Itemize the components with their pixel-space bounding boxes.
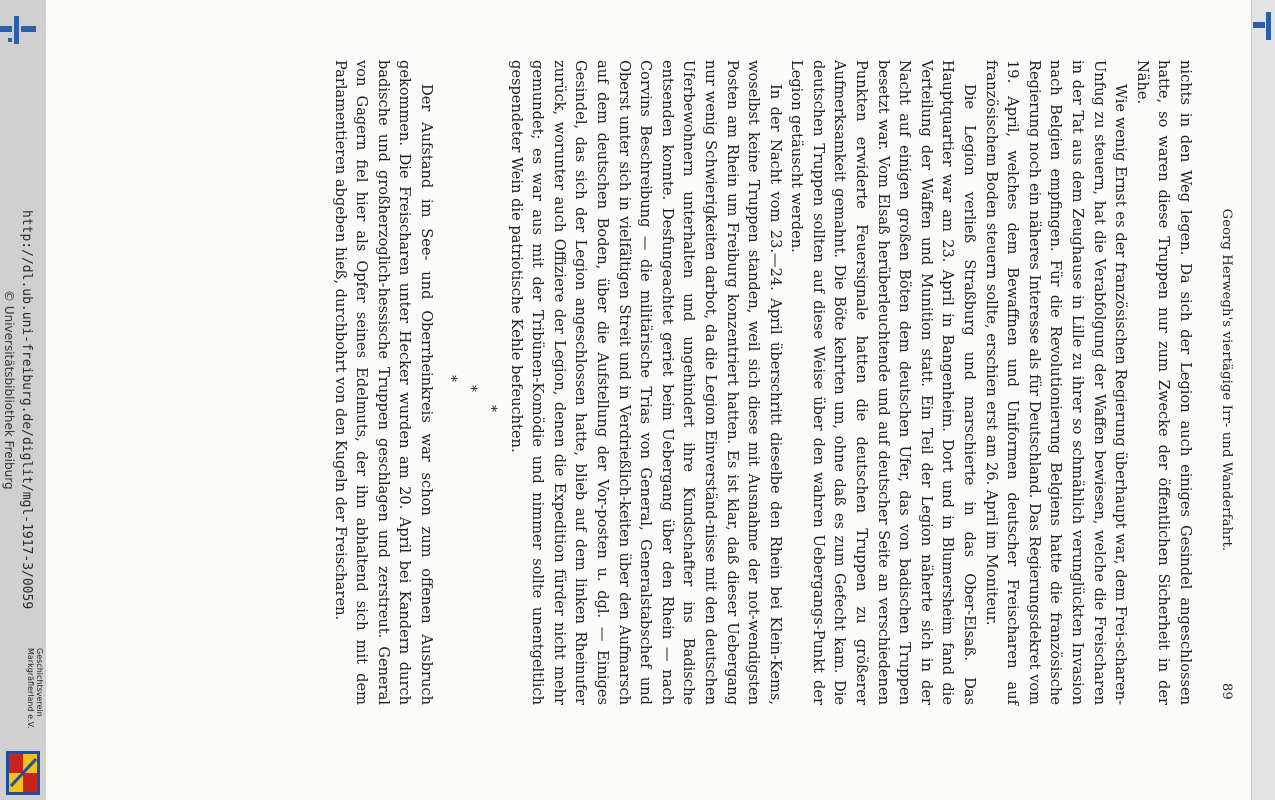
divider-star: * (463, 385, 479, 392)
document-url-link[interactable]: http://dl.ub.uni-freiburg.de/diglit/mgl-1917-3/0059 (19, 210, 34, 610)
divider-star: * (483, 405, 499, 412)
copyright-text: © Universitätsbibliothek Freiburg (2, 290, 16, 490)
body-text (329, 60, 1196, 705)
page-content-rotated (46, 0, 1251, 800)
running-title: Georg Herwegh's viertägige Irr- und Wanderfahrt. (1219, 208, 1234, 552)
university-library-logo-icon (1253, 8, 1273, 48)
coat-of-arms-icon (6, 751, 40, 795)
page-number: 89 (1219, 683, 1234, 700)
section-divider (437, 60, 505, 705)
divider-star: * (443, 375, 459, 382)
paragraph: Wie wenig Ernst es der französischen Regierung überhaupt war, dem Frei-scharen-Unfug zu steuern, hat die Verabfolgung der Waffen bewiesen, welche die Freischaren in der Tat aus dem Zeughause in Lille zu ihrer so schmählich verunglückten Invasion nach Belgien empfingen. Für die Revolutionierung Belgiens hatte die französische Regierung noch ein näheres Interesse als für Deutschland. Das Regierungsdekret vom 19. April, welches dem Bewaffnen und Uniformen deutscher Freischaren auf französischem Boden steuern sollte, erschien erst am 26. April im Moniteur. (982, 60, 1130, 705)
paragraph: In der Nacht vom 23.—24. April überschritt dieselbe den Rhein bei Klein-Kems, woselbst keine Truppen standen, weil sich diese mit Ausnahme der not-wendigsten Posten am Rhein um Freiburg konzentriert hatten. Es ist klar, daß dieser Uebergang nur wenig Schwierigkeiten darbot, da die Legion Einverständ-nisse mit den deutschen Uferbewohnern unterhalten und ungehindert ihre Kundschafter ins Badische entsenden konnte. Desfungeachtet geriet beim Uebergang über den Rhein — nach Corvins Beschreibung — die militärische Trias von General, Generalstabschef und Oberst unter sich in vielfältigen Streit und in Verdrießlich-keiten über den Aufmarsch auf dem deutschen Boden, über die Aufstellung der Vor-posten u. dgl. — Einiges Gesindel, das sich der Legion angeschlossen hatte, blieb auf dem linken Rheinufer zurück, worunter auch Offiziere der Legion, denen die Expedition fürder nicht mehr gemundet; es war aus mit der Tribünen-Komödie und nimmer sollte unentgeltlich gespendeter Wein die patriotische Kehle befeuchten. (507, 60, 784, 705)
paragraph: Der Aufstand im See- und Oberrheinkreis war schon zum offenen Ausbruch gekommen. Die Freischaren unter Hecker wurden am 20. April bei Kandern durch badische und großherzoglich-hessische Truppen geschlagen und zerstreut. General von Gagern fiel hier als Opfer seines Edelmuts, der ihn abhaltend sich mit dem Parlamentieren abgeben hieß, durchbohrt von den Kugeln der Freischaren. (331, 60, 435, 705)
partner-name (26, 648, 44, 729)
scanned-page (46, 0, 1251, 800)
partner-line-1: Geschichtsverein (35, 648, 44, 717)
left-sidebar (0, 0, 47, 800)
paragraph: Die Legion verließ Straßburg und marschierte in das Ober-Elsaß. Das Hauptquartier war am 23. April in Bangenheim. Dort und in Blumersheim fand die Verteilung der Waffen und Munition statt. Ein Teil der Legion näherte sich in der Nacht auf einigen großen Böten dem deutschen Ufer, das von badischen Truppen besetzt war. Vom Elsaß herüberleuchtende und auf deutscher Seite an verschiedenen Punkten erwiderte Feuersignale hatten die deutschen Truppen zu größerer Aufmerksamkeit gemahnt. Die Böte kehrten um, ohne daß es zum Gefecht kam. Die deutschen Truppen sollten auf diese Weise über den wahren Uebergangs-Punkt der Legion getäuscht werden. (788, 60, 979, 705)
right-sidebar (1251, 0, 1275, 800)
paragraph: nichts in den Weg legen. Da sich der Legion auch einiges Gesindel angeschlossen hatte, so waren diese Truppen nur zum Zwecke der öffentlichen Sicherheit in der Nähe. (1133, 60, 1194, 705)
partner-line-2: Markgräflerland e.V. (26, 648, 35, 729)
